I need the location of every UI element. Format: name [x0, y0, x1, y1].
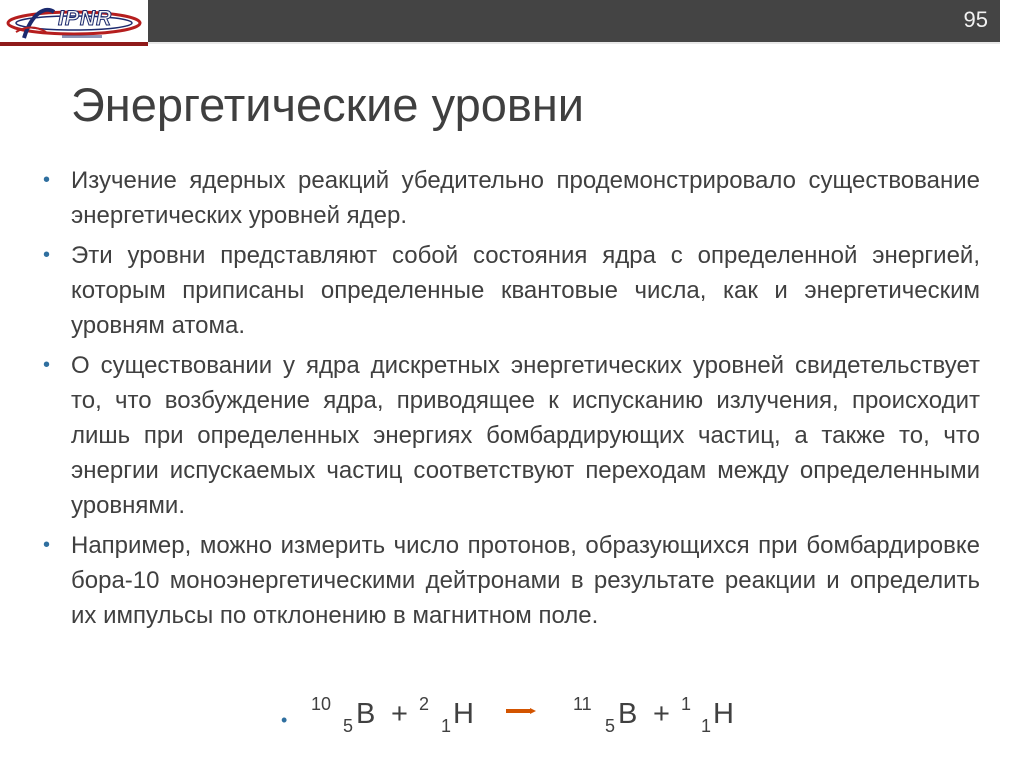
header-bar [148, 0, 1000, 44]
slide-title: Энергетические уровни [71, 78, 585, 131]
charge-number: 5 [605, 716, 616, 736]
reaction-arrow-icon [506, 708, 536, 714]
bullet-dot-icon: • [43, 169, 51, 191]
bullet-item [40, 348, 980, 523]
mass-number: 1 [681, 694, 692, 714]
bullet-dot-icon: • [43, 534, 51, 556]
bullet-text: Эти уровни представляют собой состояния ядра с определенной энергией, которым приписаны определенные квантовые числа, как и энергетическим уровням атома. [71, 242, 980, 339]
bullet-list [40, 163, 980, 638]
charge-number: 1 [701, 716, 712, 736]
charge-number: 5 [343, 716, 354, 736]
bullet-text: О существовании у ядра дискретных энергетических уровней свидетельствует то, что возбуждение ядра, приводящее к испусканию излучения, происходит лишь при определенных энергиях бомбардирующих частиц, а также то, что энергии испускаемых частиц соответствуют переходам между определенными уровнями. [71, 352, 980, 519]
charge-number: 1 [441, 716, 452, 736]
mass-number: 11 [573, 694, 592, 714]
logo-text: IPNR [58, 7, 113, 30]
ipnr-logo [2, 2, 146, 44]
bullet-text: Изучение ядерных реакций убедительно продемонстрировало существование энергетических уровней ядер. [71, 167, 980, 229]
mass-number: 2 [419, 694, 430, 714]
bullet-dot-icon: • [281, 710, 288, 730]
plus-sign: + [391, 698, 408, 730]
bullet-item [40, 163, 980, 233]
element-symbol: B [356, 698, 376, 730]
bullet-dot-icon: • [43, 244, 51, 266]
bullet-dot-icon: • [43, 354, 51, 376]
mass-number: 10 [311, 694, 332, 714]
plus-sign: + [653, 698, 670, 730]
bullet-item [40, 528, 980, 633]
bullet-text: Например, можно измерить число протонов, образующихся при бомбардировке бора-10 моноэнергетическими дейтронами в результате реакции и определить их импульсы по отклонению в магнитном поле. [71, 532, 980, 629]
bullet-item [40, 238, 980, 343]
element-symbol: H [453, 698, 474, 730]
element-symbol: B [618, 698, 638, 730]
slide-number: 95 [963, 7, 988, 32]
element-symbol: H [713, 698, 734, 730]
